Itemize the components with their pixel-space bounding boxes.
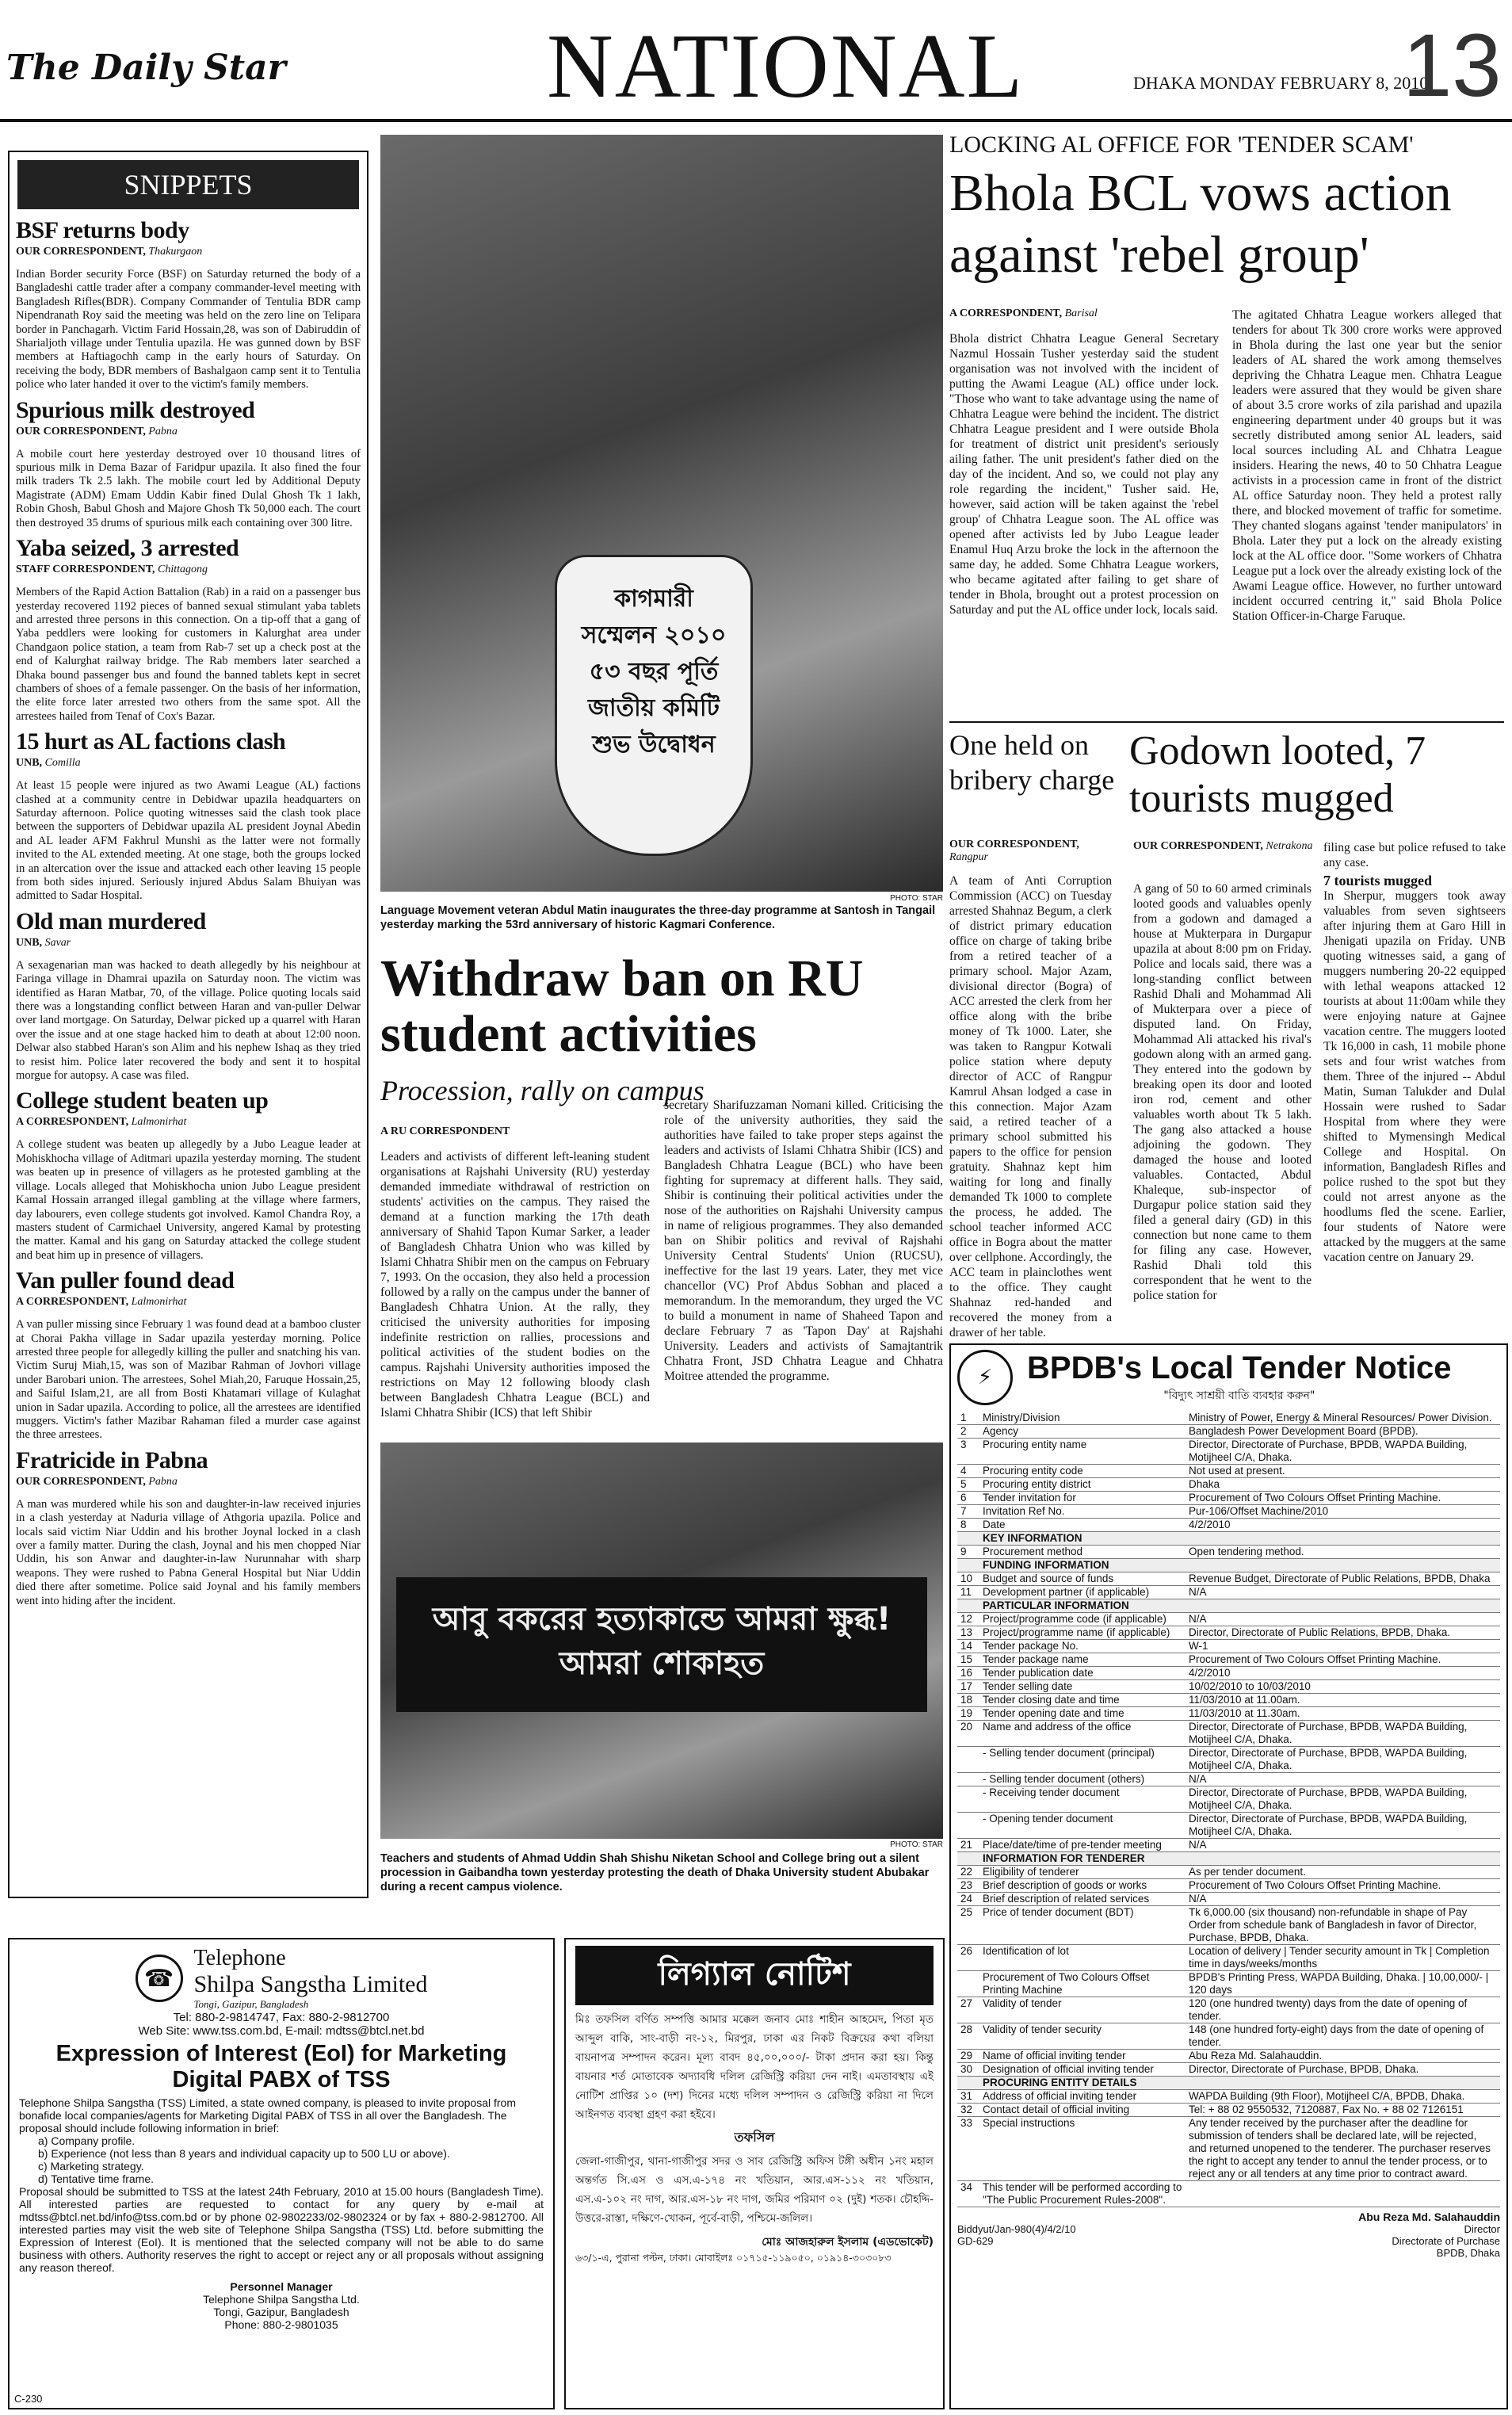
table-row	[957, 2077, 1500, 2090]
table-cell: Project/programme name (if applicable)	[979, 1626, 1186, 1640]
masthead-rule	[0, 119, 1512, 122]
tss-sign-2: Telephone Shilpa Sangstha Ltd.	[203, 2293, 360, 2306]
table-cell: Eligibility of tenderer	[979, 1866, 1186, 1879]
table-row	[957, 1813, 1500, 1839]
table-cell: Pur-106/Offset Machine/2010	[1186, 1505, 1500, 1519]
tss-sign-4: Phone: 880-2-9801035	[224, 2318, 338, 2331]
table-row	[957, 1626, 1500, 1640]
legal-address: ৬৩/১-এ, পুরানা পল্টন, ঢাকা। মোবাইলঃ ০১৭১৫-১১৯০৫০, ০১৯১৪-৩০৩০৮৩	[575, 2252, 892, 2264]
table-cell: 30	[957, 2063, 979, 2077]
ru-column-1: Leaders and activists of different left-leaning student organisations at Rajshahi University (RU) yesterday demanded immediate withdrawal of restriction on students' activities on the campus. They raised the demand at a function marking the 17th death anniversary of Shahid Tapon Kumar Sarker, a leader of Bangladesh Chhatra Union who was killed by Islami Chhatra Shibir men on the campus on February 7, 1993. On the occasion, they also held a procession followed by a rally on the campus under the banner of Bangladesh Chhatra Union. At the rally, they criticised the university authorities for imposing indefinite restriction on rallies, processions and political activities of the student bodies on the campus. Rajshahi University authorities imposed the restrictions on May 12 following bloody clash between Bangladesh Chhatra League (BCL) and Islami Chhatra Shibir (ICS) that left Shibir	[380, 1150, 650, 1420]
table-row	[957, 2181, 1500, 2207]
table-cell: Procurement of Two Colours Offset Printing Machine.	[1186, 1879, 1500, 1893]
snippet-text: A mobile court here yesterday destroyed over 10 thousand litres of spurious milk in Dema Bazar of Faridpur upazila. It also fined the four milk traders Tk 2.5 lakh. The mobile court led by Additional Deputy Magistrate (ADM) Emam Uddin Kabir fined Dulal Ghosh Tk 1 lakh, Robin Ghosh, Babul Ghosh and Majore Ghosh Tk 50,000 each. The court then destroyed 35 drums of spurious milk each containing over 300 litre.	[16, 447, 361, 529]
bpdb-header	[957, 1350, 1500, 1405]
table-cell: Tender opening date and time	[979, 1707, 1186, 1721]
table-cell: Designation of official inviting tender	[979, 2063, 1186, 2077]
table-cell: 12	[957, 1613, 979, 1626]
table-row	[957, 1893, 1500, 1906]
snippet-headline: Old man murdered	[16, 908, 206, 934]
table-cell: Contact detail of official inviting	[979, 2104, 1186, 2117]
photo-credit-2: PHOTO: STAR	[890, 1840, 943, 1849]
table-cell: Name of official inviting tender	[979, 2050, 1186, 2063]
table-cell: 32	[957, 2104, 979, 2117]
ru-column-2: secretary Sharifuzzaman Nomani killed. Criticising the role of the university authorities, they said the authorities have failed to take proper steps against the leaders and activists of Islami Chhatra Shibir (ICS) and Bangladesh Chhatra League (BCL) who have been fighting for supremacy at different halls. They said, Shibir is continuing their political activities under the nose of the authorities on Rajshahi University campus in name of religious programmes. They also demanded ban on Shibir politics and revival of Rajshahi University Central Students' Union (RUCSU), ineffective for the last 19 years. Later, they met vice chancellor (VC) Prof Abdus Sobhan and placed a memorandum. In the memorandum, they urged the VC to build a monument in name of Shaheed Tapon and declare February 7 as 'Tapon Day' at Rajshahi University. Leaders and activists of Samajtantrik Chhatra Front, JSD Chhatra League and Chhatra Moitree attended the programme.	[664, 1099, 943, 1383]
list-item: a) Company profile.	[38, 2134, 136, 2147]
kagmari-photo	[380, 135, 943, 892]
table-cell: 5	[957, 1478, 979, 1492]
banner-kagmari: কাগমারী সম্মেলন ২০১০ ৫৩ বছর পূর্তি জাতীয় কমিটি শুভ উদ্বোধন	[555, 555, 753, 856]
banner-procession: আবু বকরের হত্যাকান্ডে আমরা ক্ষুব্ধ! আমরা শোকাহত	[396, 1577, 927, 1712]
snippet-text: A van puller missing since February 1 was found dead at a bamboo cluster at Chorai Pakha village in Sadar upazila yesterday morning. Police arrested three people for allegedly killing the puller and snatching his van. Victim Suruj Miah,15, was son of Mazibar Rahman of Jovhori village under Barobari union. The arrestees, Sohel Miah,20, Faruque Hossain,25, and Saiful Islam,21, are all from Bosti Khatamari village of Kulaghat union in Sadar upazila. According to police, all the arrestees are identified muggers. Victim's father Mazibar Rahaman filed a murder case against the three arrestees.	[16, 1318, 361, 1442]
table-cell	[957, 1532, 979, 1546]
table-row	[957, 1412, 1500, 1425]
bpdb-table	[957, 1412, 1500, 2207]
table-cell: N/A	[1186, 1613, 1500, 1626]
tss-list	[19, 2134, 544, 2185]
table-row	[957, 1492, 1500, 1505]
snippets-list	[10, 217, 367, 1608]
table-cell: Agency	[979, 1425, 1186, 1439]
table-cell: 4/2/2010	[1186, 1667, 1500, 1680]
bpdb-title: BPDB's Local Tender Notice	[1027, 1350, 1452, 1385]
table-cell: Budget and source of funds	[979, 1572, 1186, 1586]
table-row	[957, 1425, 1500, 1439]
table-cell: 148 (one hundred forty-eight) days from the date of opening of tender.	[1186, 2023, 1500, 2050]
tss-address: Tongi, Gazipur, Bangladesh	[193, 1998, 309, 2010]
table-row	[957, 1773, 1500, 1786]
table-cell: Brief description of related services	[979, 1893, 1186, 1906]
legal-text-1: মিঃ তফসিল বর্ণিত সম্পত্তি আমার মক্কেল জনাব মোঃ শাহীন আহমেদ, পিতা মৃত আব্দুল বাকি, সাং-বাড়ী নং-১২, মিরপুর, ঢাকা এর নিকট বিক্রয়ের কথা বলিয়া বায়নাপত্র সম্পাদন করেন। মূল্য বাবদ ৪৫,০০,০০০/- টাকা প্রদান করা হয়। কিন্তু বায়নার শর্ত মোতাবেক অদ্যাবধি দলিল রেজিস্ট্রি করিয়া দেন নাই। এমতাবস্থায় এই নোটিশ প্রাপ্তির ১০ (দশ) দিনের মধ্যে দলিল সম্পাদন ও রেজিস্ট্রি করিয়া না দিলে আইনগত ব্যবস্থা গ্রহণ করা হইবে।	[575, 2013, 934, 2121]
table-cell: 23	[957, 1879, 979, 1893]
table-row	[957, 1586, 1500, 1599]
table-cell: 3	[957, 1439, 979, 1465]
snippet-headline: 15 hurt as AL factions clash	[16, 728, 286, 755]
table-cell	[1186, 2181, 1500, 2207]
table-row	[957, 1572, 1500, 1586]
table-cell: 27	[957, 1997, 979, 2023]
snippet-headline: Yaba seized, 3 arrested	[16, 535, 239, 562]
table-cell: Open tendering method.	[1186, 1546, 1500, 1559]
legal-notice	[564, 1938, 945, 2409]
legal-signatory: মোঃ আজহারুল ইসলাম (এডভোকেট)	[762, 2236, 934, 2249]
table-cell: 6	[957, 1492, 979, 1505]
ru-byline: A RU CORRESPONDENT	[380, 1125, 510, 1137]
bpdb-sign-title-1: Director	[1464, 2223, 1500, 2235]
table-cell: - Opening tender document	[979, 1813, 1186, 1839]
godown-text-b: In Sherpur, muggers took away valuables from seven sightseers after injuring them at Garo Hill in Jhenigati upazila on Friday. UNB quoting witnesses said, a gang of muggers numbering 20-22 equipped with lethal weapons attacked 12 tourists at about 11:00am while they were enjoying nature at Gajnee vacation centre. The muggers looted Tk 16,000 in cash, 11 mobile phone sets and four wrist watches from them. Three of the injured -- Abdul Matin, Suman Talukder and Dulal Hossain were rushed to Sadar Hospital from where they were shifted to Mymensingh Medical College and Hospital. On information, Bangladesh Rifles and police rushed to the spot but they could not arrest anyone as the hoodlums fled the scene. Earlier, four students of Natore were attacked by the muggers at the same vacation centre on January 29.	[1323, 889, 1506, 1264]
table-row	[957, 1906, 1500, 1945]
snippet-text: Indian Border security Force (BSF) on Saturday returned the body of a Bangladeshi cattle trader after a company commander-level meeting with Bangladesh Rifles(BDR). Company Commander of Tentulia BDR camp Nipendranath Roy said the meeting was held on the zero line on Telipara border in Panchagarh. Victim Farid Hossain,28, was son of Dabiruddin of Sharialjoth village under Tentulia upazila. He was gunned down by BSF members at Haftiagochh camp in the early hours of Saturday. On receiving the body, BDR members of Bashalgaon camp sent it to Tentulia police who later handed it over to the victim's family members.	[16, 268, 361, 392]
table-row	[957, 1532, 1500, 1546]
snippets-box	[8, 151, 368, 1898]
table-row	[957, 1997, 1500, 2023]
table-row	[957, 1879, 1500, 1893]
table-cell: WAPDA Building (9th Floor), Motijheel C/A, BPDB, Dhaka.	[1186, 2090, 1500, 2104]
legal-text-2: জেলা-গাজীপুর, থানা-গাজীপুর সদর ও সাব রেজিস্ট্রি অফিস টঙ্গী অধীন ১নং মহাল অন্তর্গত সি.এস ও এস.এ-১৭৪ নং খতিয়ান, আর.এস-১১২ নং খতিয়ান, এস.এ-১০২ নং দাগ, আর.এস-১৮ নং দাগ, জমির পরিমাণ ০২ (দুই) শতক। চৌহদ্দি-উত্তরে-রাস্তা, দক্ষিণে-খোকন, পূর্বে-বাড়ী, পশ্চিমে-জলিল।	[575, 2155, 934, 2225]
table-row	[957, 1546, 1500, 1559]
bpdb-slogan: "বিদ্যুৎ সাশ্রয়ী বাতি ব্যবহার করুন"	[1163, 1389, 1315, 1402]
table-row	[957, 1786, 1500, 1813]
tss-intro: Telephone Shilpa Sangstha (TSS) Limited, a state owned company, is pleased to invite proposal from bonafide local companies/agents for Marketing Digital PABX of TSS in all over the Bangladesh. The proposal should include following information in brief:	[19, 2096, 516, 2134]
table-row	[957, 1653, 1500, 1667]
table-cell: 13	[957, 1626, 979, 1640]
tss-body: Proposal should be submitted to TSS at the latest 24th February, 2010 at 15.00 hours (Bangladesh Time). All interested parties are requested to contact for any query by e-mail at mdtss@btcl.net.bd/info@tss.com.bd or by phone 02-9802233/02-9802324 or by fax + 880-2-9812700. All interested parties may visit the web site of Telephone Shilpa Sangstha (TSS) Ltd. before submitting the Expression of Interest (EoI). It is mentioned that the selected company will not be able to do same business with others. Authority reserves the right to accept or reject any or all proposals without assigning any reason thereof.	[19, 2185, 544, 2274]
table-cell: Date	[979, 1519, 1186, 1532]
table-cell: Director, Directorate of Public Relations, BPDB, Dhaka.	[1186, 1626, 1500, 1640]
table-cell: Bangladesh Power Development Board (BPDB).	[1186, 1425, 1500, 1439]
table-row	[957, 2117, 1500, 2181]
snippet-byline: STAFF CORRESPONDENT, Chittagong	[16, 564, 208, 576]
table-cell: Price of tender document (BDT)	[979, 1906, 1186, 1945]
tss-ref: C-230	[14, 2393, 43, 2405]
table-row	[957, 1439, 1500, 1465]
rule	[949, 721, 1504, 723]
table-cell: Director, Directorate of Purchase, BPDB, Dhaka.	[1186, 2063, 1500, 2077]
table-cell: Special instructions	[979, 2117, 1186, 2181]
snippet-byline: A CORRESPONDENT, Lalmonirhat	[16, 1296, 187, 1309]
table-cell: 18	[957, 1694, 979, 1707]
godown-byline: OUR CORRESPONDENT, Netrakona	[1133, 840, 1313, 852]
table-cell: - Selling tender document (principal)	[979, 1747, 1186, 1773]
snippet-byline: OUR CORRESPONDENT, Thakurgaon	[16, 246, 203, 258]
table-cell: As per tender document.	[1186, 1866, 1500, 1879]
snippet-headline: Spurious milk destroyed	[16, 396, 255, 423]
bpdb-footer	[957, 2223, 1500, 2259]
table-cell: Director, Directorate of Purchase, BPDB, WAPDA Building, Motijheel C/A, Dhaka.	[1186, 1439, 1500, 1465]
table-cell: 4	[957, 1465, 979, 1478]
table-row	[957, 2090, 1500, 2104]
table-cell: Address of official inviting tender	[979, 2090, 1186, 2104]
table-cell: Tender package No.	[979, 1640, 1186, 1653]
table-cell: Procuring entity name	[979, 1439, 1186, 1465]
table-cell	[957, 1599, 979, 1613]
bribery-byline: OUR CORRESPONDENT, Rangpur	[949, 839, 1079, 863]
bpdb-gd: GD-629	[957, 2235, 994, 2247]
table-cell: Validity of tender	[979, 1997, 1186, 2023]
list-item: d) Tentative time frame.	[38, 2172, 155, 2185]
tss-name-1: Telephone	[193, 1946, 286, 1970]
table-cell	[957, 1747, 979, 1773]
photo-credit: PHOTO: STAR	[890, 894, 943, 903]
table-cell: Name and address of the office	[979, 1721, 1186, 1747]
table-cell: 9	[957, 1546, 979, 1559]
bhola-kicker: LOCKING AL OFFICE FOR 'TENDER SCAM'	[949, 132, 1414, 158]
table-row	[957, 1866, 1500, 1879]
table-cell: PROCURING ENTITY DETAILS	[979, 2077, 1500, 2090]
photo-caption: Language Movement veteran Abdul Matin inaugurates the three-day programme at Santosh in Tangail yesterday marking the 53rd anniversary of historic Kagmari Conference.	[380, 904, 936, 931]
snippet-headline: BSF returns body	[16, 217, 189, 243]
table-cell: Tk 6,000.00 (six thousand) non-refundable in shape of Pay Order from schedule bank of Bangladesh in favor of Director, Purchase, BPDB, Dhaka.	[1186, 1906, 1500, 1945]
table-cell	[957, 1559, 979, 1572]
tss-tel: Tel: 880-2-9814747, Fax: 880-2-9812700	[173, 2011, 390, 2024]
table-cell: Tender publication date	[979, 1667, 1186, 1680]
table-cell: 16	[957, 1667, 979, 1680]
table-cell: Validity of tender security	[979, 2023, 1186, 2050]
table-row	[957, 1747, 1500, 1773]
snippet-byline: A CORRESPONDENT, Lalmonirhat	[16, 1116, 187, 1129]
snippet-headline: Van puller found dead	[16, 1267, 235, 1294]
snippet-byline: OUR CORRESPONDENT, Pabna	[16, 425, 178, 438]
godown-column-1: A gang of 50 to 60 armed criminals looted goods and valuables openly from a godown and damaged a house at Mukterpara in Durgapur upazila at about 8:00 pm on Friday. Police and locals said, there was a long-standing conflict between Rashid Dhali and Mohammad Ali of Mukterpara over a piece of disputed land. On Friday, Mohammad Ali attacked his rival's godown along with an armed gang. They entered into the godown by breaking open its door and looted iron rod, cement and other valuables worth about Tk 5 lakh. The gang also attacked a house adjoining the godown. They damaged the house and looted valuables. Contacted, Abdul Khaleque, sub-inspector of Durgapur police station said they filed a general dairy (GD) in this connection but none came to them for filing any case. However, Rashid Dhali told this correspondent that he went to the police station for	[1133, 882, 1312, 1302]
table-cell: 20	[957, 1721, 979, 1747]
table-cell: 22	[957, 1866, 979, 1879]
table-cell	[957, 1773, 979, 1786]
snippet-headline: College student beaten up	[16, 1087, 269, 1114]
table-row	[957, 1694, 1500, 1707]
snippet-text: A college student was beaten up allegedly by a Jubo League leader at Mohiskhocha village of Aditmari upazila yesterday morning. The student was beaten up in presence of villagers as he protested gambling at the village. Locals alleged that Mohiskhocha union Jubo League president Kamal Hossain arranged illegal gambling at the village where farmers, day labourers, even college students got involved. Kamol Chandra Roy, a masters student of Carmichael University, angered Kamal by protesting the matter. Kamal and his gang on Saturday attacked the college student and beat him up in presence of villagers.	[16, 1138, 361, 1262]
table-cell: PARTICULAR INFORMATION	[979, 1599, 1500, 1613]
table-cell	[957, 1786, 979, 1813]
table-cell: Procuring entity district	[979, 1478, 1186, 1492]
table-cell: 4/2/2010	[1186, 1519, 1500, 1532]
bhola-column-2: The agitated Chhatra League workers alleged that tenders for about Tk 300 crore works were approved in Bhola during the last one year but the senior leaders of AL shared the work among themselves depriving the Chhatra League men. Chhatra League leaders were assured that they would be given share of about 3.5 crore works of zila parishad and upazila engineering department under 40 groups but it was secretly distributed among senior AL leaders, said local sources including AL and Chhatra League insiders. Hearing the news, 40 to 50 Chhatra League activists in a procession came in front of the district AL office Saturday noon. They held a protest rally there, and blocked movement of traffic for sometime. They chanted slogans against 'tender manipulators' in Bhola. Later they put a lock on the already existing lock at the AL office door. "Some workers of Chhatra League put a lock over the already existing lock of the Awami League office. However, no further untoward incident occurred centring it," said Bhola Police Station Officer-in-Charge Faruque.	[1232, 308, 1502, 623]
table-cell: BPDB's Printing Press, WAPDA Building, Dhaka. | 10,00,000/- | 120 days	[1186, 1971, 1500, 1997]
table-row	[957, 1971, 1500, 1997]
table-row	[957, 1640, 1500, 1653]
table-cell	[957, 2077, 979, 2090]
snippet-text: At least 15 people were injured as two Awami League (AL) factions clashed at a community centre in Debidwar upazila headquarters on Saturday afternoon. Police quoting witnesses said the clash took place between the supporters of Debidwar upazila AL president Joynal Abedin and AL leader AFM Fakhrul Munshi as the latter were not formally invited to the AL extended meeting. At one stage, both the groups locked in an altercation over the issue and attacked each other leaving 15 people from both sides injured. Seriously injured Abdus Salam Bhuiyan was admitted to Sadar Hospital.	[16, 779, 361, 903]
table-cell: 120 (one hundred twenty) days from the date of opening of tender.	[1186, 1997, 1500, 2023]
table-row	[957, 2063, 1500, 2077]
table-cell: Director, Directorate of Purchase, BPDB, WAPDA Building, Motijheel C/A, Dhaka.	[1186, 1813, 1500, 1839]
table-cell: N/A	[1186, 1773, 1500, 1786]
table-cell: 11	[957, 1586, 979, 1599]
table-cell: Location of delivery | Tender security amount in Tk | Completion time in days/weeks/months	[1186, 1945, 1500, 1971]
table-cell: 11/03/2010 at 11.30am.	[1186, 1707, 1500, 1721]
godown-headline: Godown looted, 7 tourists mugged	[1129, 728, 1426, 821]
table-cell: Director, Directorate of Purchase, BPDB, WAPDA Building, Motijheel C/A, Dhaka.	[1186, 1786, 1500, 1813]
phone-logo-icon: ☎	[136, 1955, 183, 2002]
table-cell	[957, 1852, 979, 1866]
godown-column-2	[1323, 840, 1506, 1265]
bhola-byline: A CORRESPONDENT, Barisal	[949, 308, 1098, 319]
photo-caption-2: Teachers and students of Ahmad Uddin Shah Shishu Niketan School and College bring out a silent procession in Gaibandha town yesterday protesting the death of Dhaka University student Abubakar during a recent campus violence.	[380, 1852, 930, 1893]
table-cell: Tender invitation for	[979, 1492, 1186, 1505]
table-row	[957, 1613, 1500, 1626]
ru-subhead: Procession, rally on campus	[380, 1075, 704, 1106]
issue-date: DHAKA MONDAY FEBRUARY 8, 2010	[1133, 73, 1429, 93]
table-row	[957, 2104, 1500, 2117]
bpdb-sign-title-3: BPDB, Dhaka	[1436, 2247, 1500, 2259]
table-cell: Abu Reza Md. Salahauddin.	[1186, 2050, 1500, 2063]
tss-advert	[8, 1938, 555, 2409]
legal-schedule-heading: তফসিল	[734, 2130, 775, 2145]
snippets-title: SNIPPETS	[17, 160, 359, 209]
bhola-column-1: Bhola district Chhatra League General Secretary Nazmul Hossain Tusher yesterday said the student organisation was not involved with the incident of putting the Awami League (AL) office under lock. "Those who want to take advantage using the name of Chhatra League were behind the incident. The district Chhatra League president and I were outside Bhola for treatment of district unit president's seriously ailing father. The unit president's father died on the day of the incident. And so, we could not play any role regarding the incident," Tusher said. He, however, said action will be taken against the 'rebel group' of Chhatra League soon. The AL office was opened after activists led by Jubo League leader Enamul Huq Arzu broke the lock in the afternoon the same day, he added. Some Chhatra League workers, who became agitated after failing to get share of tender in Bhola, brought out a protest procession on Saturday and put the AL office under lock, locals said.	[949, 332, 1219, 617]
bpdb-sign-title-2: Directorate of Purchase	[1392, 2235, 1500, 2247]
table-cell: W-1	[1186, 1640, 1500, 1653]
snippet-text: A sexagenarian man was hacked to death allegedly by his neighbour at Faringa village in Dhamrai upazila on Saturday noon. The victim was identified as Haran Matbar, 70, of the village. Police quoting locals said there was a longstanding conflict between Haran and van-puller Delwar over land mortgage. On Saturday, Delwar picked up a quarrel with Haran over the issue and at one stage hacked him to death at about 12:00 noon. Delwar also stabbed Haran's son Alim and his nephew Ishaq as they tried to resist him. Police later recovered the body and sent it to hospital morgue for autopsy. A case was filed.	[16, 958, 361, 1083]
table-cell: Procurement of Two Colours Offset Printing Machine.	[1186, 1492, 1500, 1505]
tss-title-2: Digital PABX of TSS	[172, 2067, 391, 2092]
table-row	[957, 1945, 1500, 1971]
tss-title-1: Expression of Interest (EoI) for Marketing	[55, 2041, 507, 2066]
table-cell: 24	[957, 1893, 979, 1906]
bpdb-tender-notice	[949, 1343, 1508, 2409]
snippet-byline: UNB, Comilla	[16, 757, 81, 770]
table-cell	[957, 1813, 979, 1839]
table-cell: 8	[957, 1519, 979, 1532]
table-cell: Not used at present.	[1186, 1465, 1500, 1478]
table-cell: Procurement of Two Colours Offset Printing Machine	[979, 1971, 1186, 1997]
table-cell: 29	[957, 2050, 979, 2063]
table-cell: 17	[957, 1680, 979, 1694]
table-cell: Tender selling date	[979, 1680, 1186, 1694]
table-cell: This tender will be performed according to "The Public Procurement Rules-2008".	[979, 2181, 1186, 2207]
table-cell: N/A	[1186, 1839, 1500, 1852]
table-cell: 11/03/2010 at 11.00am.	[1186, 1694, 1500, 1707]
tss-sign-1: Personnel Manager	[230, 2280, 333, 2293]
table-cell: Project/programme code (if applicable)	[979, 1613, 1186, 1626]
tss-web: Web Site: www.tss.com.bd, E-mail: mdtss@btcl.net.bd	[138, 2024, 425, 2038]
table-cell: FUNDING INFORMATION	[979, 1559, 1500, 1572]
bribery-headline: One held on bribery charge	[949, 729, 1115, 796]
snippet-byline: UNB, Savar	[16, 936, 71, 949]
table-cell: Ministry of Power, Energy & Mineral Resources/ Power Division.	[1186, 1412, 1500, 1425]
table-cell: Identification of lot	[979, 1945, 1186, 1971]
table-cell: Ministry/Division	[979, 1412, 1186, 1425]
ru-headline: Withdraw ban on RU student activities	[380, 950, 864, 1063]
table-cell: 21	[957, 1839, 979, 1852]
table-cell: INFORMATION FOR TENDERER	[979, 1852, 1500, 1866]
list-item: c) Marketing strategy.	[38, 2160, 144, 2172]
table-cell: 10	[957, 1572, 979, 1586]
table-cell: Any tender received by the purchaser after the deadline for submission of tenders shall be declared late, will be rejected, and returned unopened to the tenderer. The purchaser reserves the right to accept any tender to annul the tender process, or to reject any or all tenders at any time prior to contract award.	[1186, 2117, 1500, 2181]
bpdb-signatory: Abu Reza Md. Salahauddin	[1358, 2211, 1500, 2223]
table-cell: 10/02/2010 to 10/03/2010	[1186, 1680, 1500, 1694]
table-cell: 14	[957, 1640, 979, 1653]
bhola-headline: Bhola BCL vows action against 'rebel group'	[949, 164, 1452, 284]
table-cell: Tender closing date and time	[979, 1694, 1186, 1707]
table-row	[957, 1505, 1500, 1519]
table-row	[957, 1667, 1500, 1680]
table-cell: 1	[957, 1412, 979, 1425]
table-row	[957, 1721, 1500, 1747]
table-row	[957, 1465, 1500, 1478]
godown-subhead: 7 tourists mugged	[1323, 873, 1433, 888]
table-cell: Place/date/time of pre-tender meeting	[979, 1839, 1186, 1852]
table-row	[957, 1478, 1500, 1492]
table-cell: 26	[957, 1945, 979, 1971]
table-cell: Tel: + 88 02 9550532, 7120887, Fax No. + 88 02 7126151	[1186, 2104, 1500, 2117]
table-cell: Tender package name	[979, 1653, 1186, 1667]
snippet-text: Members of the Rapid Action Battalion (Rab) in a raid on a passenger bus yesterday recovered 1192 pieces of banned sexual stimulant yaba tablets and arrested three persons in this connection. On a tip-off that a gang of Yaba peddlers were looking for customers in Kalurghat area under Chandgaon police station, a team from Rab-7 set up a check post at the end of Kalurghat railway bridge. The Rab members later searched a Dhaka bound passenger bus and found the banned tablets kept in secret chambers of shoes of a female passenger. On the basis of her information, the elite force later arrested two others from the same spot. All the arrestees hailed from Tenaf of Cox's Bazar.	[16, 586, 361, 723]
table-row	[957, 1599, 1500, 1613]
table-cell: 25	[957, 1906, 979, 1945]
tss-signatory	[19, 2280, 544, 2331]
section-title: NATIONAL	[547, 16, 1025, 117]
newspaper-logo: The Daily Star	[6, 48, 286, 88]
bpdb-ref: Biddyut/Jan-980(4)/4/2/10	[957, 2223, 1076, 2235]
table-cell: Director, Directorate of Purchase, BPDB, WAPDA Building, Motijheel C/A, Dhaka.	[1186, 1747, 1500, 1773]
table-cell: Dhaka	[1186, 1478, 1500, 1492]
table-cell: 28	[957, 2023, 979, 2050]
tss-name-2: Shilpa Sangstha Limited	[193, 1971, 428, 1997]
page-number: 13	[1403, 16, 1502, 115]
table-cell: Director, Directorate of Purchase, BPDB, WAPDA Building, Motijheel C/A, Dhaka.	[1186, 1721, 1500, 1747]
table-row	[957, 1839, 1500, 1852]
procession-photo	[380, 1443, 943, 1839]
table-cell: 2	[957, 1425, 979, 1439]
table-cell: 7	[957, 1505, 979, 1519]
table-row	[957, 1852, 1500, 1866]
table-cell: - Selling tender document (others)	[979, 1773, 1186, 1786]
snippet-text: A man was murdered while his son and daughter-in-law received injuries in a clash yesterday at Naduria village of Athgoria upazila. Police and locals said victim Niar Uddin and his brother Joynal locked in a clash over a family matter. During the clash, Joynal and his men chopped Niar Uddin, his son Anwar and daughter-in-law Nurunnahar with sharp weapons. They were rushed to Pabna General Hospital but Niar Uddin died there after sometime. Police said Joynal and his family members went into hiding after the incident.	[16, 1497, 361, 1607]
table-row	[957, 1559, 1500, 1572]
table-cell: 34	[957, 2181, 979, 2207]
table-cell: Revenue Budget, Directorate of Public Relations, BPDB, Dhaka	[1186, 1572, 1500, 1586]
table-cell: Invitation Ref No.	[979, 1505, 1186, 1519]
table-cell: - Receiving tender document	[979, 1786, 1186, 1813]
table-row	[957, 2050, 1500, 2063]
table-cell: N/A	[1186, 1893, 1500, 1906]
table-cell: 33	[957, 2117, 979, 2181]
table-row	[957, 1519, 1500, 1532]
table-cell	[957, 1971, 979, 1997]
table-cell: Procuring entity code	[979, 1465, 1186, 1478]
tss-sign-3: Tongi, Gazipur, Bangladesh	[213, 2306, 349, 2318]
list-item: b) Experience (not less than 8 years and individual capacity up to 500 LU or above).	[38, 2147, 450, 2160]
table-row	[957, 1707, 1500, 1721]
snippet-headline: Fratricide in Pabna	[16, 1446, 208, 1473]
table-row	[957, 2023, 1500, 2050]
bpdb-logo-icon: ⚡	[957, 1350, 1013, 1405]
table-cell: Procurement method	[979, 1546, 1186, 1559]
table-cell: 15	[957, 1653, 979, 1667]
legal-title: লিগ্যাল নোটিশ	[575, 1946, 934, 2005]
godown-text-a: filing case but police refused to take any case.	[1323, 841, 1506, 869]
bribery-text: A team of Anti Corruption Commission (ACC) on Tuesday arrested Shahnaz Begum, a clerk of district primary education office on charge of taking bribe from a retired teacher of a primary school. Major Azam, divisional director (Bogra) of ACC arrested the clerk from her office along with the bribe money of Tk 1000. Later, she was taken to Rangpur Kotwali police station where deputy director of ACC of Rangpur Kamrul Ahsan lodged a case in this connection. Major Azam said, a retired teacher of a primary school submitted his papers to the office for pension gratuity. Shahnaz kept him waiting for long and finally demanded Tk 1000 to complete the process, he added. The school teacher informed ACC office in Bogra about the matter over cellphone. Accordingly, the ACC team in plainclothes went to the office. They caught Shahnaz red-handed and recovered the money from a drawer of her table.	[949, 874, 1112, 1339]
table-cell: Brief description of goods or works	[979, 1879, 1186, 1893]
tss-header	[19, 1946, 544, 2011]
table-cell: Development partner (if applicable)	[979, 1586, 1186, 1599]
table-cell: 19	[957, 1707, 979, 1721]
table-cell: KEY INFORMATION	[979, 1532, 1500, 1546]
table-row	[957, 1680, 1500, 1694]
table-cell: 31	[957, 2090, 979, 2104]
table-cell: N/A	[1186, 1586, 1500, 1599]
table-cell: Procurement of Two Colours Offset Printing Machine.	[1186, 1653, 1500, 1667]
snippet-byline: OUR CORRESPONDENT, Pabna	[16, 1475, 178, 1488]
